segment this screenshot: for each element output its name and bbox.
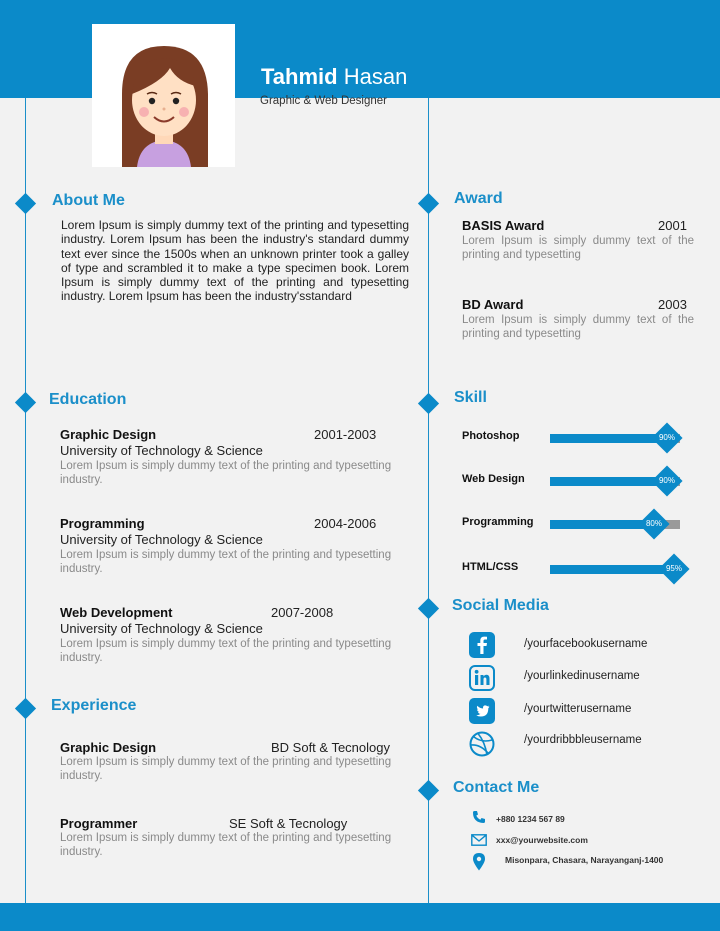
profile-photo xyxy=(92,24,235,167)
experience-role: Graphic Design xyxy=(60,740,157,755)
footer-bar xyxy=(0,903,720,931)
award-year: 2003 xyxy=(658,297,687,312)
first-name: Tahmid xyxy=(261,64,338,89)
about-diamond xyxy=(15,193,36,214)
education-years: 2001-2003 xyxy=(314,427,377,442)
twitter-username[interactable]: /yourtwitterusername xyxy=(524,703,632,715)
skill-diamond xyxy=(418,393,439,414)
education-years: 2007-2008 xyxy=(271,605,334,620)
linkedin-icon[interactable] xyxy=(469,665,495,691)
education-degree: Graphic Design xyxy=(60,427,157,442)
education-desc: Lorem Ipsum is simply dummy text of the printing and typesetting industry. xyxy=(60,638,392,664)
skill-percent: 95% xyxy=(665,564,682,573)
experience-role: Programmer xyxy=(60,816,138,831)
about-text: Lorem Ipsum is simply dummy text of the printing and typesetting industry. Lorem Ipsum has been the industry's standard dummy text ever since the 1500s when an unknown printer took a galley of type and scrambled it to make a type specimen book. Lorem Ipsum is simply dummy text of the printing and typesetting industry. Lorem Ipsum has been the industry'sstandard xyxy=(61,218,409,304)
experience-company: BD Soft & Tecnology xyxy=(271,740,390,755)
experience-company: SE Soft & Tecnology xyxy=(229,816,348,831)
skill-name: Web Design xyxy=(462,473,525,485)
education-desc: Lorem Ipsum is simply dummy text of the printing and typesetting industry. xyxy=(60,460,392,486)
linkedin-username[interactable]: /yourlinkedinusername xyxy=(524,670,640,682)
facebook-icon[interactable] xyxy=(469,632,495,658)
skill-title: Skill xyxy=(454,389,487,406)
award-desc: Lorem Ipsum is simply dummy text of the printing and typesetting xyxy=(462,235,694,261)
contact-email[interactable]: xxx@yourwebsite.com xyxy=(496,835,588,845)
skill-percent: 80% xyxy=(645,519,662,528)
email-icon xyxy=(471,834,487,846)
education-school: University of Technology & Science xyxy=(60,532,263,547)
skill-name: Photoshop xyxy=(462,430,520,442)
award-name: BD Award xyxy=(462,297,524,312)
experience-desc: Lorem Ipsum is simply dummy text of the printing and typesetting industry. xyxy=(60,832,392,858)
award-diamond xyxy=(418,193,439,214)
about-title: About Me xyxy=(52,192,125,209)
social-title: Social Media xyxy=(452,597,549,614)
award-title: Award xyxy=(454,190,503,207)
education-degree: Programming xyxy=(60,516,145,531)
twitter-icon[interactable] xyxy=(469,698,495,724)
last-name: Hasan xyxy=(343,64,408,89)
contact-phone: +880 1234 567 89 xyxy=(496,814,565,824)
experience-title: Experience xyxy=(51,697,137,714)
skill-bar-fill xyxy=(550,477,667,486)
social-diamond xyxy=(418,598,439,619)
education-years: 2004-2006 xyxy=(314,516,377,531)
education-diamond xyxy=(15,392,36,413)
education-desc: Lorem Ipsum is simply dummy text of the printing and typesetting industry. xyxy=(60,549,392,575)
skill-percent: 90% xyxy=(658,433,675,442)
contact-address: Misonpara, Chasara, Narayanganj-1400 xyxy=(505,855,664,865)
left-timeline-line xyxy=(25,98,26,903)
award-desc: Lorem Ipsum is simply dummy text of the printing and typesetting xyxy=(462,314,694,340)
award-name: BASIS Award xyxy=(462,218,545,233)
facebook-username[interactable]: /yourfacebookusername xyxy=(524,638,648,650)
location-pin-icon xyxy=(473,853,485,871)
job-title: Graphic & Web Designer xyxy=(260,95,387,107)
education-title: Education xyxy=(49,391,127,408)
person-name xyxy=(261,64,407,90)
education-school: University of Technology & Science xyxy=(60,621,263,636)
contact-diamond xyxy=(418,780,439,801)
dribbble-icon[interactable] xyxy=(469,731,495,757)
skill-bar-fill xyxy=(550,565,674,574)
experience-diamond xyxy=(15,698,36,719)
skill-bar-fill xyxy=(550,434,667,443)
skill-name: Programming xyxy=(462,516,534,528)
experience-desc: Lorem Ipsum is simply dummy text of the printing and typesetting industry. xyxy=(60,756,392,782)
award-year: 2001 xyxy=(658,218,687,233)
dribbble-username[interactable]: /yourdribbbleusername xyxy=(524,734,642,746)
contact-title: Contact Me xyxy=(453,779,540,796)
education-degree: Web Development xyxy=(60,605,173,620)
skill-percent: 90% xyxy=(658,476,675,485)
skill-name: HTML/CSS xyxy=(462,561,519,573)
education-school: University of Technology & Science xyxy=(60,443,263,458)
phone-icon xyxy=(472,810,486,824)
